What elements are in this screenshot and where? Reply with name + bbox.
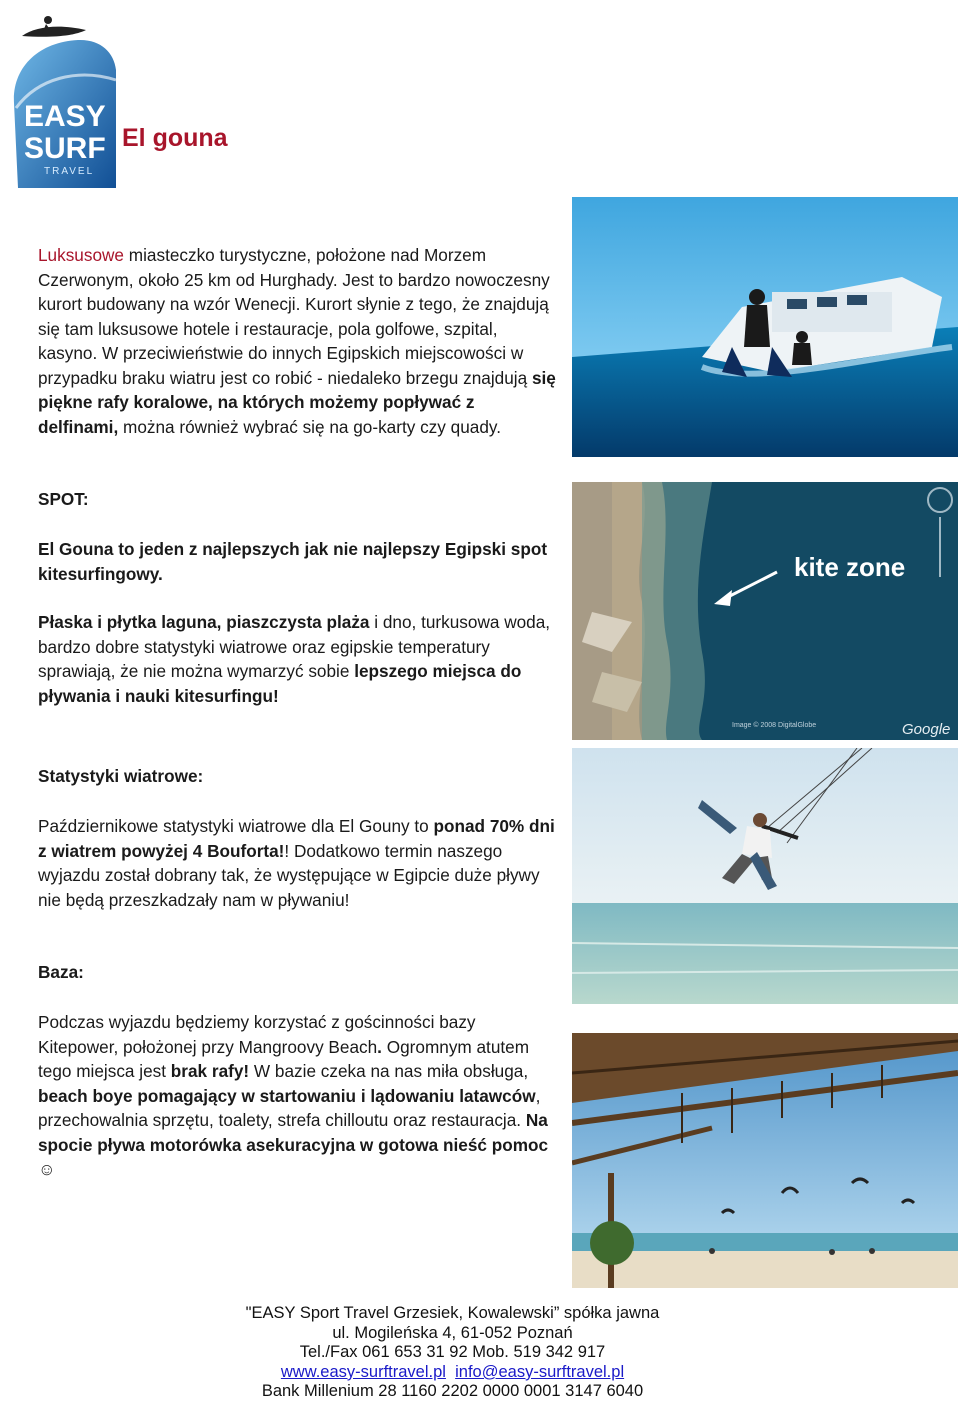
easy-surf-travel-logo: [8, 8, 120, 194]
svg-text:Google: Google: [902, 721, 951, 738]
company-footer: [0, 1304, 905, 1402]
intro-paragraph: [38, 243, 558, 439]
spot-line: El Gouna to jeden z najlepszych jak nie najlepszy Egipski spot kitesurfingowy.: [38, 539, 548, 584]
footer-phone: Tel./Fax 061 653 31 92 Mob. 519 342 917: [299, 1343, 606, 1362]
spot-bold-1: Płaska i płytka laguna, piaszczysta plaża: [38, 612, 370, 632]
spot-heading: SPOT:: [38, 489, 89, 509]
spot-text: i dno, turkusowa woda, bardzo dobre statystyki wiatrowe oraz egipskie temperatury sprawiają, że nie można wymarzyć sobie: [38, 612, 551, 681]
base-text-3: W bazie czeka na nas miła obsługa,: [249, 1061, 529, 1081]
stats-text-1: Październikowe statystyki wiatrowe dla El Gouny to: [38, 816, 434, 836]
footer-bank: Bank Millenium 28 1160 2202 0000 0001 3147 6040: [261, 1382, 644, 1401]
svg-text:TRAVEL: TRAVEL: [44, 166, 95, 177]
page-title: El gouna: [122, 124, 228, 152]
boat-diving-photo: [572, 197, 958, 457]
base-text-2: Ogromnym atutem tego miejsca jest: [38, 1036, 530, 1081]
intro-text-2: W przeciwieństwie do innych Egipskich miejscowości w przypadku braku wiatru jest co robić - niedaleko brzegu znajdują: [38, 343, 532, 388]
intro-highlight: Luksusowe: [38, 245, 124, 265]
intro-text-1: miasteczko turystyczne, położone nad Morzem Czerwonym, około 25 km od Hurghady. Jest to bardzo nowoczesny kurort budowany na wzór Wenecji. Kurort słynie z tego, że znajdują się tam luksusowe hotele i restauracje, pola golfowe, szpital, kasyno.: [38, 245, 550, 363]
base-text-4: , przechowalnia sprzętu, toalety, strefa chilloutu oraz restauracja.: [38, 1085, 541, 1130]
website-link[interactable]: www.easy-surftravel.pl: [280, 1362, 446, 1381]
intro-bold: się piękne rafy koralowe, na których możemy popływać z delfinami,: [38, 367, 556, 437]
kite-zone-map: [572, 482, 958, 740]
intro-text-3: można również wybrać się na go-karty czy quady.: [118, 416, 501, 437]
email-link[interactable]: info@easy-surftravel.pl: [455, 1362, 625, 1381]
spot-description: [38, 610, 558, 708]
svg-text:SURF: SURF: [24, 132, 106, 165]
spot-bold-2: lepszego miejsca do pływania i nauki kitesurfingu!: [38, 661, 522, 706]
base-bold-3: Na spocie pływa motorówka asekuracyjna w gotowa nieść pomoc ☺: [38, 1110, 549, 1179]
svg-text:Image © 2008 DigitalGlobe: Image © 2008 DigitalGlobe: [732, 722, 817, 729]
base-text-1: Podczas wyjazdu będziemy korzystać z gościnności bazy Kitepower, położonej przy Mangroovy Beach: [38, 1012, 476, 1057]
base-dot: .: [377, 1036, 382, 1057]
base-bold-2: beach boye pomagający w startowaniu i lądowaniu latawców: [38, 1085, 536, 1106]
beach-kites-photo: [572, 1033, 958, 1288]
base-heading: Baza:: [38, 962, 84, 982]
stats-heading: Statystyki wiatrowe:: [38, 766, 204, 786]
stats-bold: ponad 70% dni z wiatrem powyżej 4 Bouforta!: [38, 816, 555, 861]
base-paragraph: [38, 1010, 558, 1182]
stats-paragraph: [38, 814, 558, 912]
kitesurfer-photo: [572, 748, 958, 1004]
base-bold-1: brak rafy!: [170, 1061, 250, 1081]
footer-address: ul. Mogileńska 4, 61-052 Poznań: [332, 1323, 573, 1342]
footer-links: [0, 1363, 905, 1383]
svg-text:kite zone: kite zone: [794, 552, 906, 582]
footer-company: "EASY Sport Travel Grzesiek, Kowalewski” spółka jawna: [245, 1304, 660, 1322]
stats-text-2: ! Dodatkowo termin naszego wyjazdu został dobrany tak, że występujące w Egipcie duże pływy nie będą przeszkadzały nam w pływaniu!: [38, 840, 540, 910]
svg-text:EASY: EASY: [24, 100, 106, 133]
